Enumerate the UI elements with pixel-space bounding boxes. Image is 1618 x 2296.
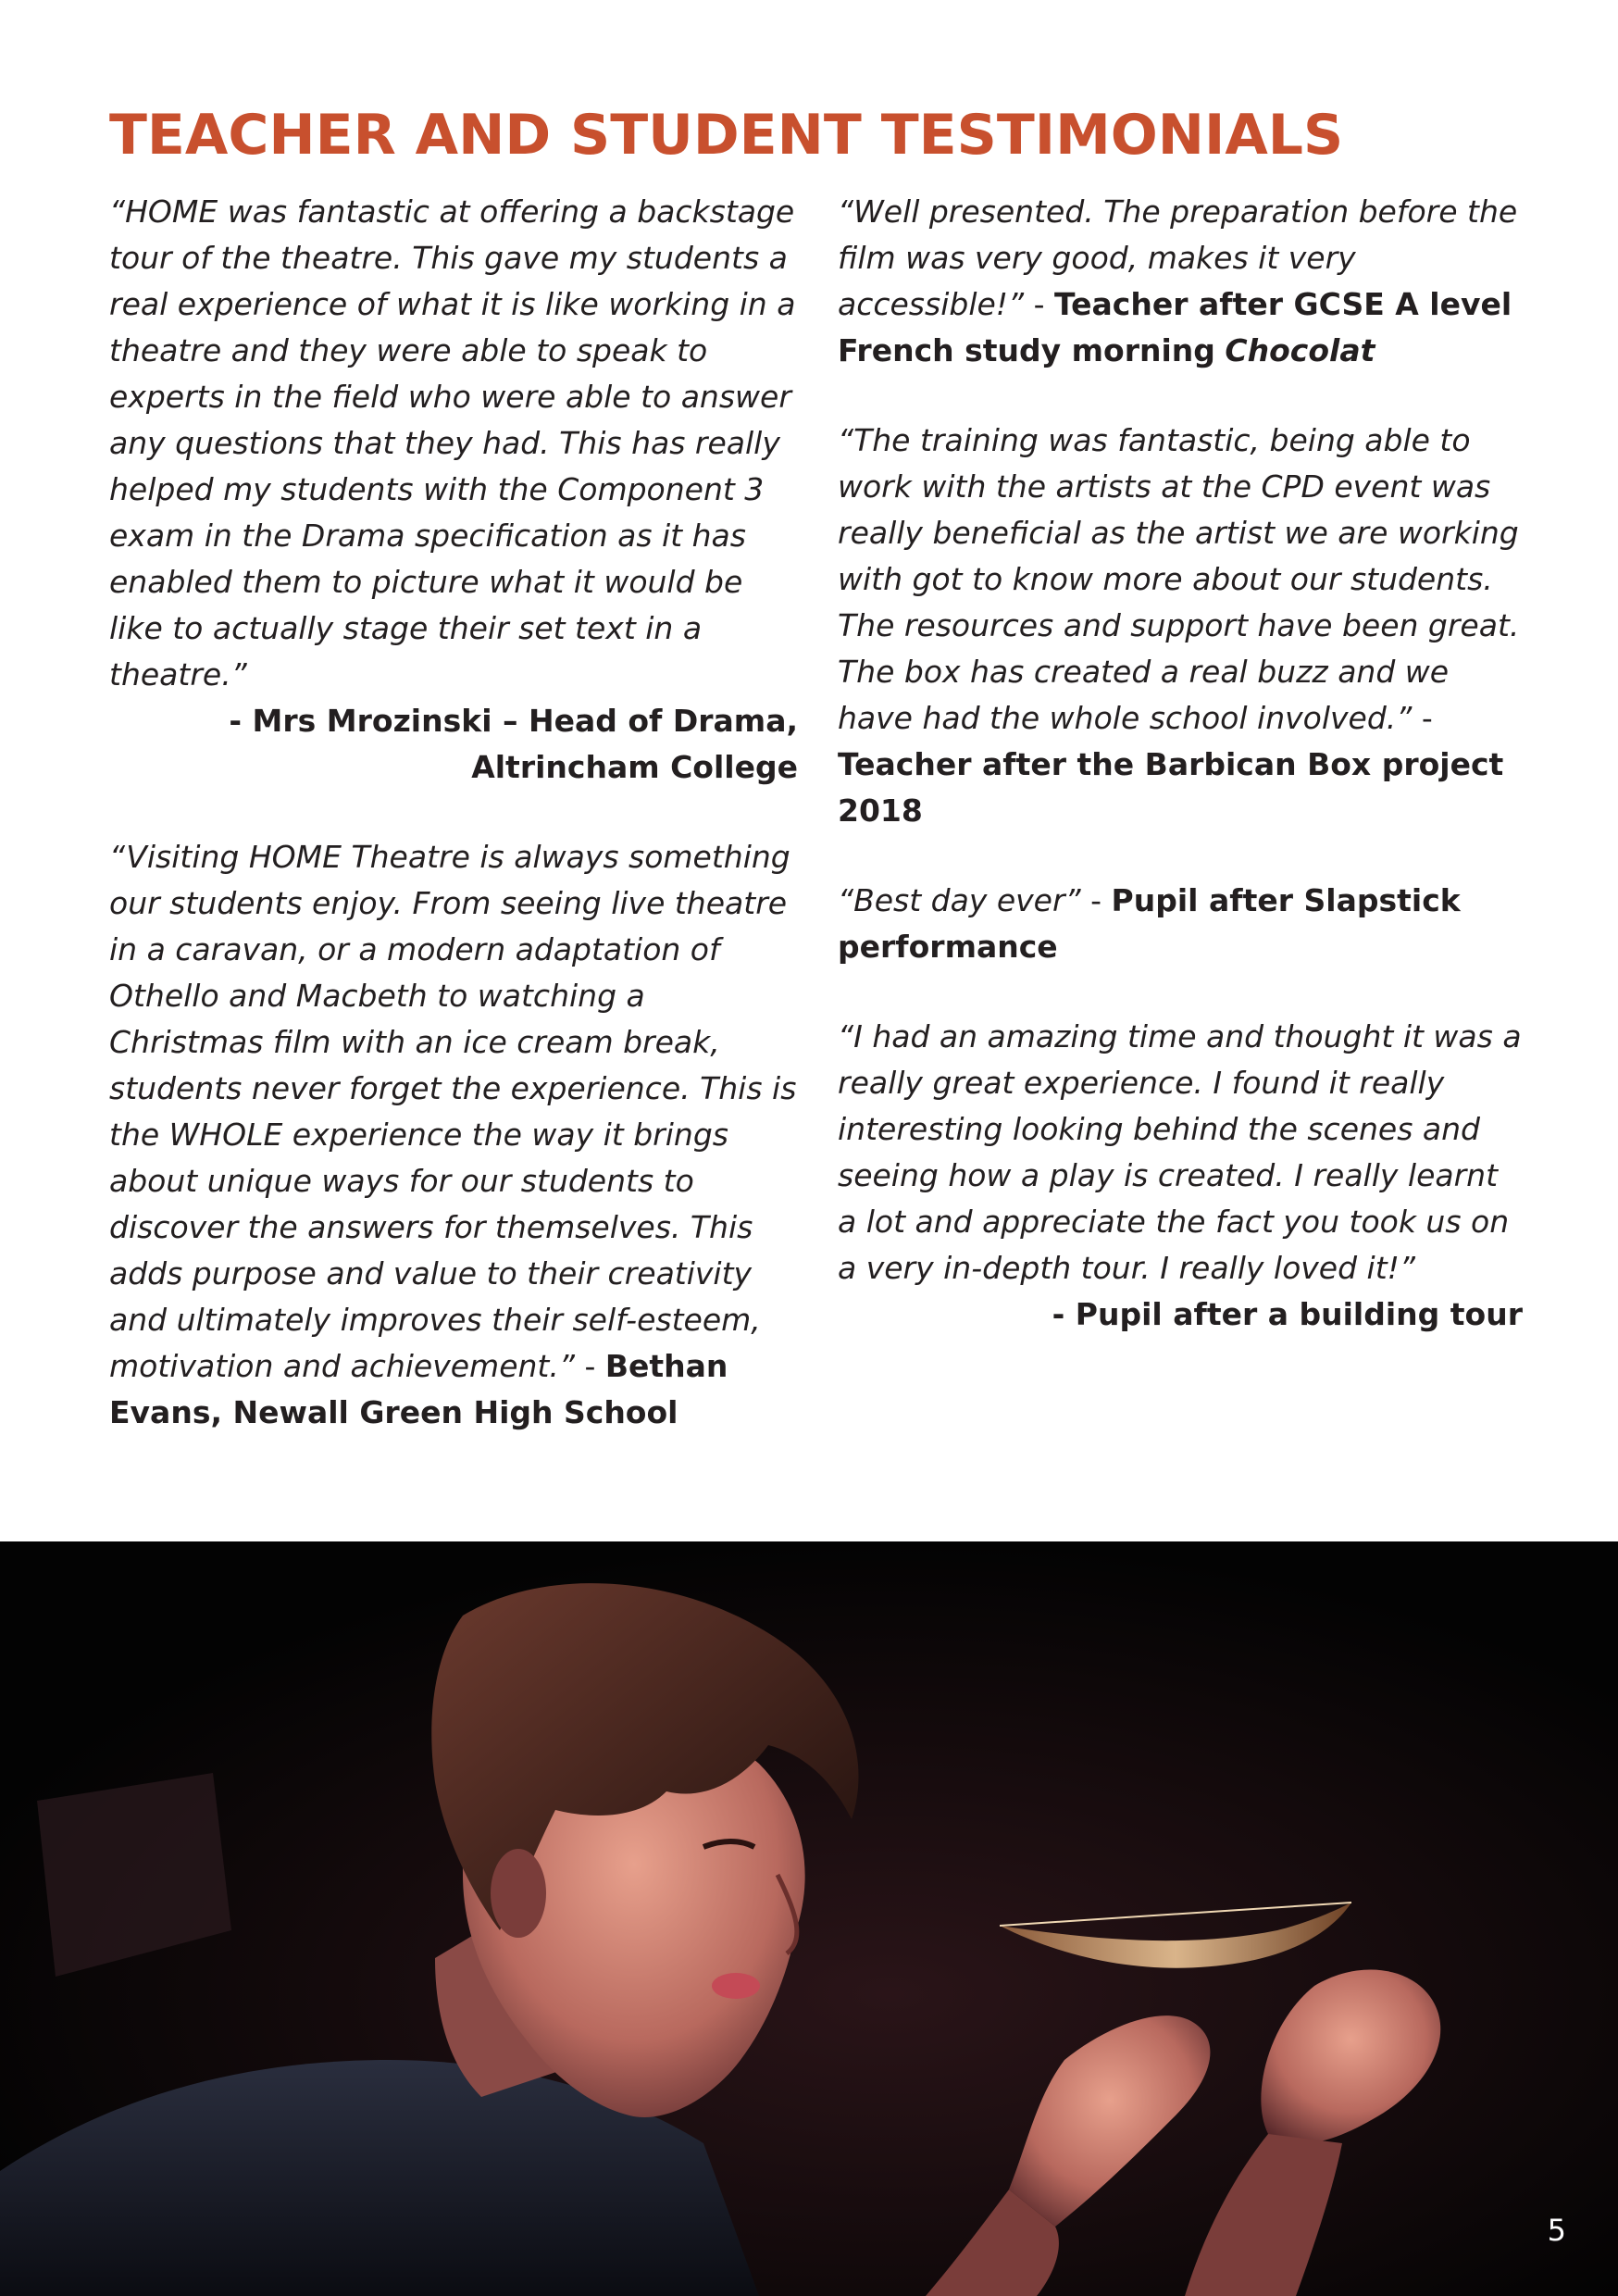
- attribution-separator: -: [1024, 286, 1055, 322]
- page-number: 5: [1547, 2213, 1566, 2248]
- testimonial-attribution-school: Altrincham College: [471, 749, 798, 785]
- left-column: [109, 189, 798, 1479]
- testimonial-attribution: - Mrs Mrozinski – Head of Drama,: [229, 703, 798, 739]
- page-title: TEACHER AND STUDENT TESTIMONIALS: [109, 103, 1344, 168]
- testimonial-text: “Well presented. The preparation before the film was very good, makes it very accessible!”: [838, 193, 1518, 322]
- performer-with-feather-illustration: [0, 1541, 1618, 2296]
- testimonial-attribution: Teacher after GCSE A level French study morning: [838, 286, 1512, 368]
- testimonial-attribution: Teacher after the Barbican Box project 2018: [838, 746, 1504, 829]
- testimonial-slapstick-pupil: [838, 878, 1523, 970]
- testimonial-mrozinski: [109, 189, 798, 791]
- testimonial-attribution: Pupil after Slapstick performance: [838, 882, 1461, 965]
- attribution-separator: -: [1080, 882, 1112, 918]
- right-column: [838, 189, 1523, 1381]
- testimonial-barbican-teacher: [838, 418, 1523, 834]
- testimonial-evans: [109, 834, 798, 1436]
- testimonial-text: “Best day ever”: [838, 882, 1081, 918]
- testimonial-gcse-teacher: [838, 189, 1523, 374]
- testimonial-text: “I had an amazing time and thought it was a really great experience. I found it really interesting looking behind the scenes and seeing how a play is created. I really learnt a lot and appreciate the fact you took us on a very in-depth tour. I really loved it!”: [838, 1018, 1522, 1286]
- testimonial-attribution: Bethan Evans, Newall Green High School: [109, 1348, 728, 1430]
- attribution-separator: -: [1412, 700, 1433, 736]
- testimonial-attribution: - Pupil after a building tour: [1052, 1296, 1523, 1332]
- testimonial-tour-pupil: [838, 1014, 1523, 1338]
- film-title: Chocolat: [1225, 332, 1375, 368]
- testimonial-text: “The training was fantastic, being able to work with the artists at the CPD event was really beneficial as the artist we are working with got to know more about our students. The resources and support have been great. The box has created a real buzz and we have had the whole school involved.”: [838, 422, 1520, 736]
- testimonial-text: “Visiting HOME Theatre is always something our students enjoy. From seeing live theatre in a caravan, or a modern adaptation of Othello and Macbeth to watching a Christmas film with an ice cream break, students never forget the experience. This is the WHOLE experience the way it brings about unique ways for our students to discover the answers for themselves. This adds purpose and value to their creativity and ultimately improves their self-esteem, motivation and achievement.”: [109, 839, 797, 1384]
- testimonial-text: “HOME was fantastic at offering a backstage tour of the theatre. This gave my students a real experience of what it is like working in a theatre and they were able to speak to experts in the field who were able to answer any questions that they had. This has really helped my students with the Component 3 exam in the Drama specification as it has enabled them to picture what it would be like to actually stage their set text in a theatre.”: [109, 193, 796, 693]
- performer-photo: [0, 1541, 1618, 2296]
- attribution-separator: -: [574, 1348, 605, 1384]
